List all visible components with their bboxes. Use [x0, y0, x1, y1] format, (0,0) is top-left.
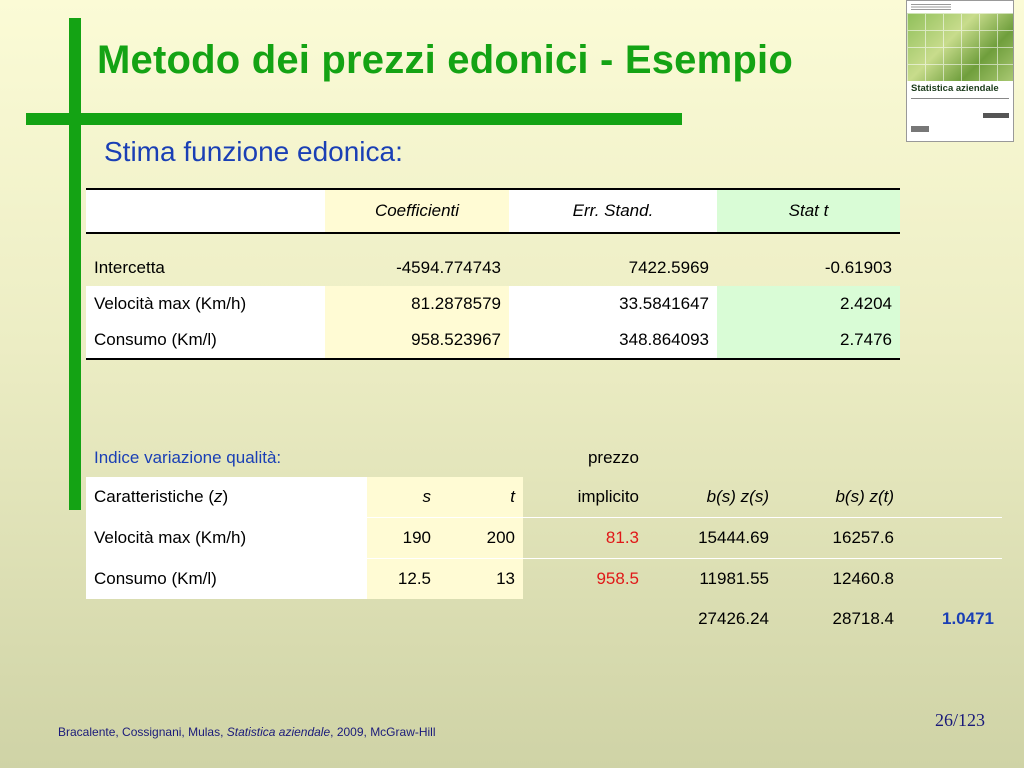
std-error-cell: 33.5841647	[509, 286, 717, 322]
price-header-bottom: implicito	[577, 487, 639, 506]
bz-t-value: 16257.6	[777, 518, 902, 559]
regression-table	[86, 188, 900, 360]
coef-cell: 81.2878579	[325, 286, 509, 322]
bz-s-value: 11981.55	[647, 559, 777, 600]
table-header-row	[86, 189, 900, 233]
implicit-price: 81.3	[523, 518, 647, 559]
table-row	[86, 322, 900, 359]
t-stat-cell: 2.7476	[717, 322, 900, 359]
row-label: Velocità max (Km/h)	[86, 518, 367, 559]
totals-row	[86, 599, 1002, 639]
quality-index-label: Indice variazione qualità:	[94, 448, 282, 467]
row-label: Intercetta	[94, 258, 165, 277]
table-row	[86, 439, 1002, 477]
bz-t-header: b(s) z(t)	[835, 487, 894, 506]
t-value: 200	[439, 518, 523, 559]
bz-s-header: b(s) z(s)	[706, 487, 769, 506]
table-row	[86, 286, 900, 322]
page-number: 26/123	[935, 710, 986, 730]
coef-cell: 958.523967	[325, 322, 509, 359]
coef-cell: -4594.774743	[396, 258, 501, 277]
s-value: 12.5	[367, 559, 439, 600]
bz-t-value: 12460.8	[777, 559, 902, 600]
table-row	[86, 250, 900, 286]
table-row	[86, 477, 1002, 518]
characteristics-header: Caratteristiche (z)	[86, 477, 367, 518]
row-label: Consumo (Km/l)	[86, 559, 367, 600]
book-cover-title: Statistica aziendale	[911, 83, 999, 94]
header-t-stat: Stat t	[717, 189, 900, 233]
t-stat-cell: 2.4204	[717, 286, 900, 322]
slide-title: Metodo dei prezzi edonici - Esempio	[97, 38, 793, 82]
header-std-error: Err. Stand.	[509, 189, 717, 233]
book-cover-image	[906, 0, 1014, 142]
t-value: 13	[439, 559, 523, 600]
row-label: Velocità max (Km/h)	[86, 286, 325, 322]
horizontal-accent-bar	[26, 113, 682, 125]
t-stat-cell: -0.61903	[824, 258, 892, 277]
s-header: s	[367, 477, 439, 518]
footer-citation: Bracalente, Cossignani, Mulas, Statistica aziendale, 2009, McGraw-Hill	[58, 725, 436, 739]
implicit-price: 958.5	[523, 559, 647, 600]
std-error-cell: 7422.5969	[628, 258, 709, 277]
vertical-accent-bar	[69, 18, 81, 510]
quality-index-value: 1.0471	[942, 609, 994, 628]
t-header: t	[439, 477, 523, 518]
header-coefficients: Coefficienti	[325, 189, 509, 233]
table-row	[86, 518, 1002, 559]
s-value: 190	[367, 518, 439, 559]
slide-subtitle: Stima funzione edonica:	[104, 136, 403, 167]
book-cover-photo	[907, 13, 1013, 81]
bz-s-total: 27426.24	[698, 609, 769, 628]
quality-index-table	[86, 439, 1002, 639]
std-error-cell: 348.864093	[509, 322, 717, 359]
header-blank	[86, 189, 325, 233]
publisher-mark	[983, 113, 1009, 118]
book-cover-rule	[911, 98, 1009, 99]
bz-t-total: 28718.4	[832, 609, 894, 628]
publisher-logo	[911, 126, 929, 132]
book-authors-lines	[911, 4, 951, 11]
price-header-top: prezzo	[587, 448, 639, 467]
table-row	[86, 559, 1002, 600]
row-label: Consumo (Km/l)	[86, 322, 325, 359]
bz-s-value: 15444.69	[647, 518, 777, 559]
